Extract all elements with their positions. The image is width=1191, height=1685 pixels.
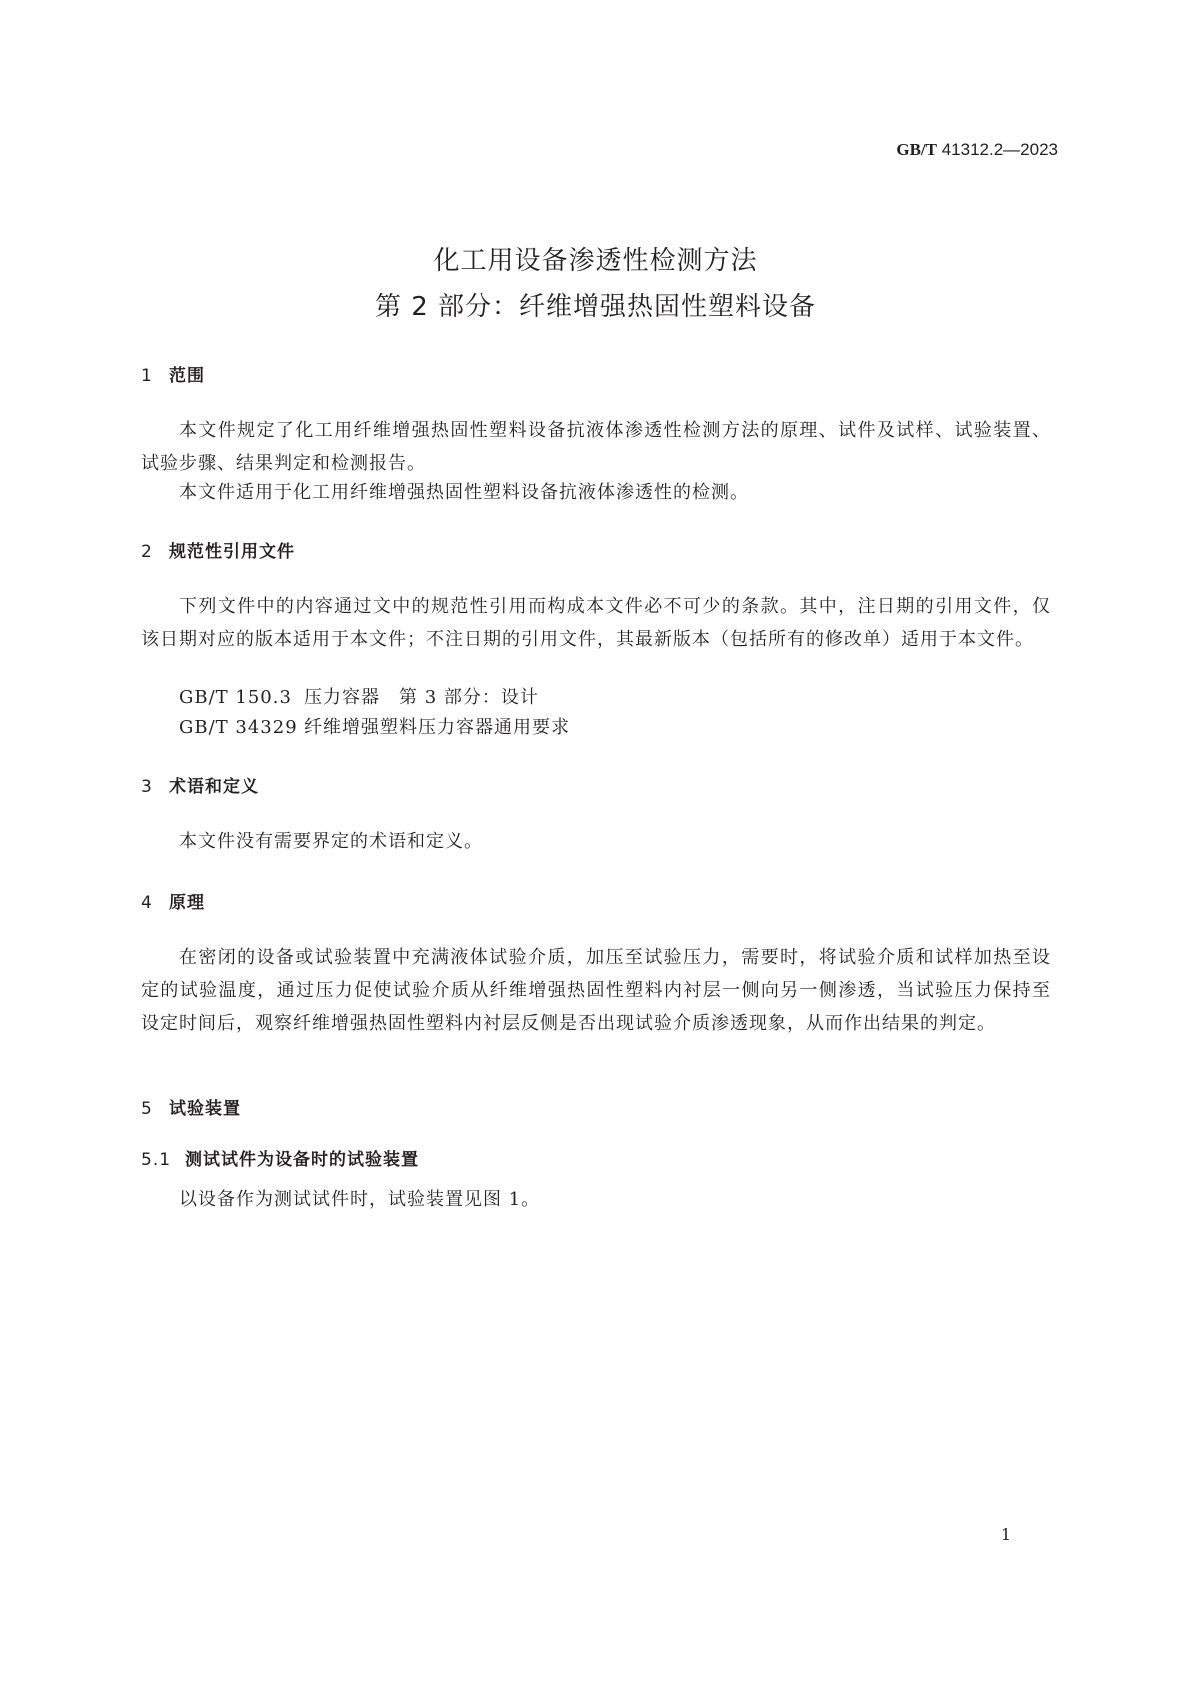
section-title: 范围 [169,366,205,386]
standard-code [896,140,1058,160]
document-title-line1: 化工用设备渗透性检测方法 [433,246,758,276]
section-1-paragraph-1: 本文件规定了化工用纤维增强热固性塑料设备抗液体渗透性检测方法的原理、试件及试样、试验装置、试验步骤、结果判定和检测报告。 [141,420,1051,474]
section-3-heading [141,772,259,797]
section-5-heading [141,1094,241,1119]
normative-reference-1 [179,683,539,709]
normative-reference-2 [179,713,570,739]
reference-title: 压力容器 第 3 部分：设计 [304,687,539,708]
section-title: 规范性引用文件 [169,542,295,562]
standard-prefix: GB/T [896,140,937,159]
section-number: 1 [141,366,153,386]
standard-number: 41312.2—2023 [941,140,1058,159]
section-4-paragraph-1: 在密闭的设备或试验装置中充满液体试验介质，加压至试验压力，需要时，将试验介质和试样加热至设定的试验温度，通过压力促使试验介质从纤维增强热固性塑料内衬层一侧向另一侧渗透，当试验压力保持至设定时间后，观察纤维增强热固性塑料内衬层反侧是否出现试验介质渗透现象，从而作出结果的判定。 [141,947,1051,1034]
section-number: 3 [141,777,153,797]
reference-title: 纤维增强塑料压力容器通用要求 [304,717,570,738]
section-2-paragraph-1: 下列文件中的内容通过文中的规范性引用而构成本文件必不可少的条款。其中，注日期的引用文件，仅该日期对应的版本适用于本文件；不注日期的引用文件，其最新版本（包括所有的修改单）适用于本文件。 [141,596,1051,650]
section-title: 术语和定义 [169,777,259,797]
subsection-5-1-paragraph-1: 以设备作为测试试件时，试验装置见图 1。 [179,1189,541,1210]
section-4-heading [141,888,205,913]
subsection-title: 测试试件为设备时的试验装置 [185,1150,419,1170]
section-title: 原理 [169,893,205,913]
section-2-heading [141,537,295,562]
section-3-paragraph-1: 本文件没有需要界定的术语和定义。 [179,831,483,852]
section-number: 4 [141,893,153,913]
reference-code: GB/T 150.3 [179,687,292,708]
page-number: 1 [1000,1525,1011,1544]
reference-code: GB/T 34329 [179,717,298,738]
subsection-5-1-heading [141,1145,419,1170]
section-number: 5 [141,1099,153,1119]
section-1-paragraph-2: 本文件适用于化工用纤维增强热固性塑料设备抗液体渗透性的检测。 [179,482,749,503]
subsection-number: 5.1 [141,1150,172,1170]
section-number: 2 [141,542,153,562]
section-title: 试验装置 [169,1099,241,1119]
section-1-heading [141,361,205,386]
document-title-line2: 第 2 部分：纤维增强热固性塑料设备 [374,292,817,322]
